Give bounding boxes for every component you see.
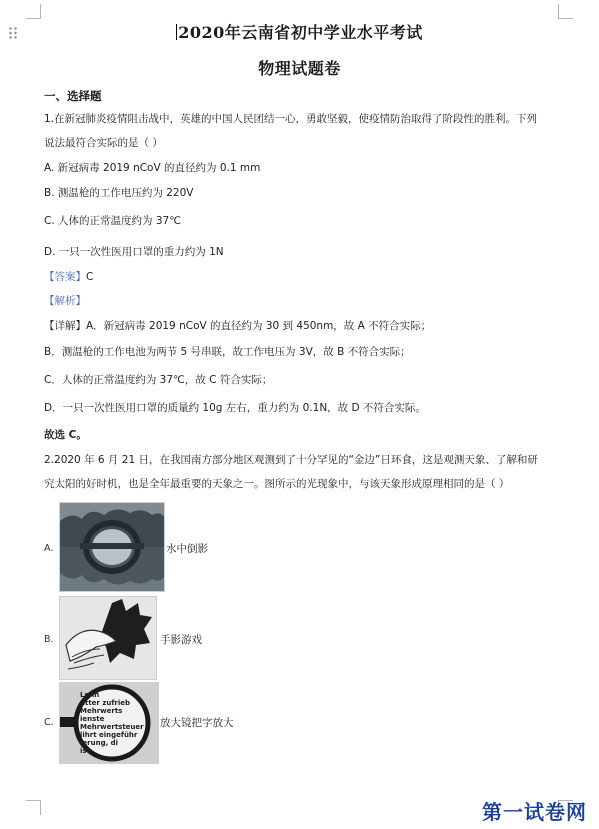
detail-text: A．新冠病毒 2019 nCoV 的直径约为 30 到 450nm，故 A 不符合实际； — [86, 320, 432, 332]
magnified-text-line: ist — [80, 747, 90, 755]
bridge-reflection-photo-icon — [59, 502, 165, 592]
detail-line: B．测温枪的工作电池为两节 5 号串联，故工作电压为 3V，故 B 不符合实际； — [44, 346, 411, 358]
magnified-text-line: ienste — [80, 715, 105, 723]
answer-line — [44, 270, 93, 284]
answer-tag: 【答案】 — [44, 271, 86, 283]
question-2-stem: 2.2020 年 6 月 21 日，在我国南方部分地区观测到了十分罕见的“金边”日环食，这是观测天象、了解和研 — [44, 454, 538, 466]
magnified-text-line: utter zufrieb — [80, 699, 131, 707]
magnified-text-line: ierung, di — [80, 739, 119, 747]
magnified-text-line: lihrt eingeführ — [80, 731, 138, 739]
question-1-option-c: C. 人体的正常温度约为 37℃ — [44, 215, 181, 227]
option-b-letter: B. — [44, 634, 54, 645]
option-a-letter: A. — [44, 543, 54, 554]
question-1-stem: 说法最符合实际的是（ ） — [44, 137, 163, 149]
page-corner-mark — [26, 800, 41, 815]
exam-title — [0, 20, 599, 43]
section-heading: 一、选择题 — [44, 89, 102, 103]
analysis-tag: 【解析】 — [44, 295, 86, 307]
detail-line — [44, 319, 431, 333]
option-c-caption: 放大镜把字放大 — [160, 717, 234, 729]
question-1-option-b: B. 测温枪的工作电压约为 220V — [44, 187, 194, 199]
magnifier-text-photo-icon — [59, 682, 159, 764]
detail-line: D．一只一次性医用口罩的质量约 10g 左右，重力约为 0.1N，故 D 不符合实际。 — [44, 402, 426, 414]
detail-line: C．人体的正常温度约为 37℃，故 C 符合实际； — [44, 374, 273, 386]
question-1-option-a: A. 新冠病毒 2019 nCoV 的直径约为 0.1 mm — [44, 162, 261, 174]
option-c-letter: C. — [44, 717, 54, 728]
magnified-text-block — [80, 691, 150, 755]
magnified-text-line: Mehrwerts — [80, 707, 123, 715]
hand-shadow-photo-icon — [59, 596, 157, 680]
question-1-stem: 1.在新冠肺炎疫情阻击战中，英雄的中国人民团结一心，勇敢坚毅，使疫情防治取得了阶段性的胜利。下列 — [44, 113, 538, 125]
option-b-caption: 手影游戏 — [160, 634, 202, 646]
answer-value: C — [86, 271, 94, 283]
exam-subtitle: 物理试题卷 — [258, 59, 341, 78]
magnified-text-line: Mehrwertsteuer — [80, 723, 144, 731]
question-2-stem: 究太阳的好时机，也是全年最重要的天象之一。图所示的光现象中，与该天象形成原理相同的是（ ） — [44, 478, 510, 490]
page-corner-mark — [26, 4, 41, 19]
detail-tag: 【详解】 — [44, 320, 86, 332]
conclusion-line: 故选 C。 — [44, 429, 87, 441]
page-corner-mark — [558, 4, 573, 19]
question-1-option-d: D. 一只一次性医用口罩的重力约为 1N — [44, 246, 224, 258]
magnified-text-line: Lohn — [80, 691, 100, 699]
site-watermark: 第一试卷网 — [482, 800, 587, 824]
exam-title-text: 2020年云南省初中学业水平考试 — [178, 23, 423, 42]
option-a-caption: 水中倒影 — [166, 543, 208, 555]
